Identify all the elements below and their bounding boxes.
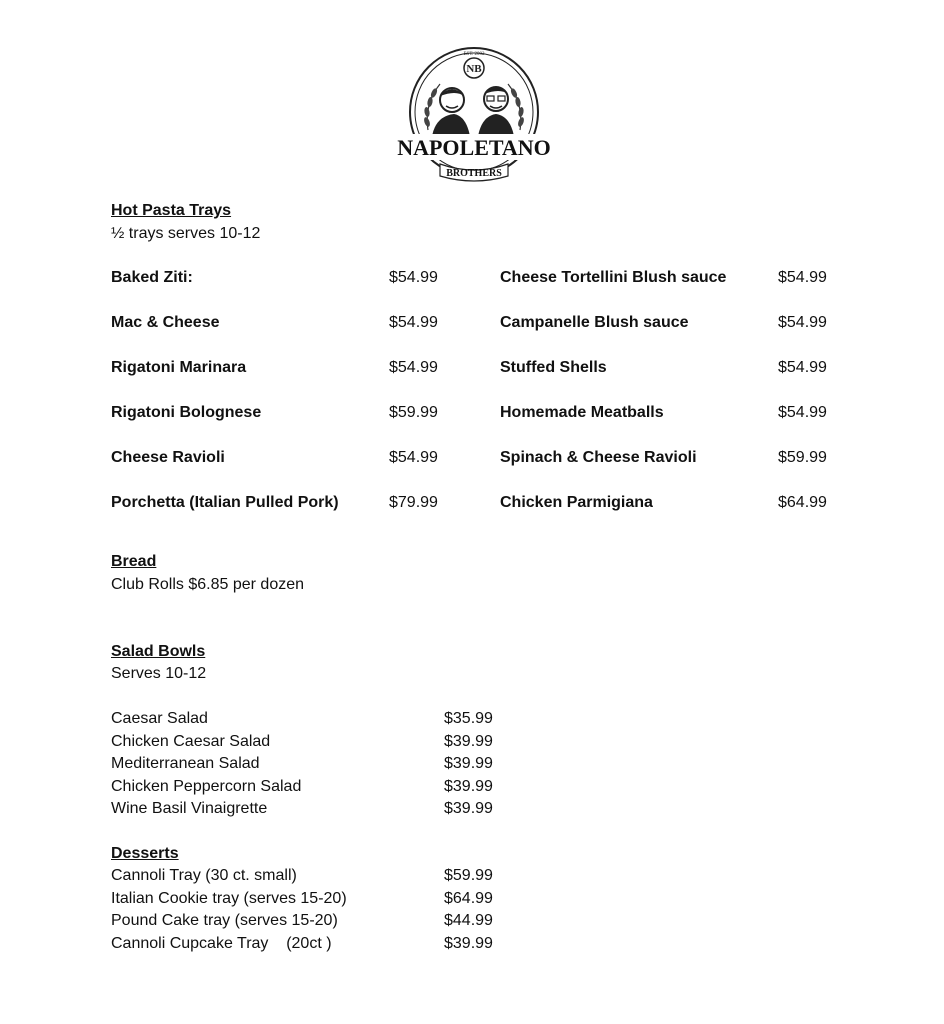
menu-item-price: $54.99	[389, 359, 438, 376]
salad-item-name: Caesar Salad	[111, 710, 208, 727]
salad-item-name: Wine Basil Vinaigrette	[111, 800, 268, 817]
menu-item-price: $79.99	[389, 494, 438, 511]
svg-text:EST. 2002: EST. 2002	[463, 52, 485, 57]
menu-item-name: Homemade Meatballs	[500, 404, 664, 421]
menu-item-price: $54.99	[778, 314, 827, 331]
svg-text:NB: NB	[466, 63, 482, 75]
pasta-subtitle: ½ trays serves 10-12	[111, 225, 261, 242]
bread-line: Club Rolls $6.85 per dozen	[111, 576, 305, 593]
salad-item-price: $39.99	[444, 778, 493, 795]
desserts-heading: Desserts	[111, 845, 179, 862]
dessert-item-price: $39.99	[444, 935, 493, 952]
menu-item-name: Cheese Tortellini Blush sauce	[500, 269, 727, 286]
menu-item-name: Campanelle Blush sauce	[500, 314, 689, 331]
menu-item-name: Spinach & Cheese Ravioli	[500, 449, 697, 466]
menu-item-name: Cheese Ravioli	[111, 449, 225, 466]
menu-item-price: $59.99	[778, 449, 827, 466]
menu-item-name: Stuffed Shells	[500, 359, 607, 376]
menu-item-price: $64.99	[778, 494, 827, 511]
pasta-heading: Hot Pasta Trays	[111, 202, 232, 219]
menu-item-name: Baked Ziti:	[111, 269, 193, 286]
napoletano-brothers-logo	[396, 44, 552, 190]
bread-heading: Bread	[111, 553, 157, 570]
dessert-item-price: $64.99	[444, 890, 493, 907]
dessert-item-price: $59.99	[444, 867, 493, 884]
menu-item-price: $54.99	[389, 314, 438, 331]
menu-item-name: Rigatoni Bolognese	[111, 404, 262, 421]
dessert-item-price: $44.99	[444, 912, 493, 929]
menu-item-price: $59.99	[389, 404, 438, 421]
menu-item-name: Chicken Parmigiana	[500, 494, 653, 511]
salad-item-name: Chicken Peppercorn Salad	[111, 778, 302, 795]
salad-item-name: Mediterranean Salad	[111, 755, 260, 772]
menu-item-price: $54.99	[389, 269, 438, 286]
menu-item-name: Porchetta (Italian Pulled Pork)	[111, 494, 339, 511]
menu-item-price: $54.99	[389, 449, 438, 466]
salad-item-price: $39.99	[444, 733, 493, 750]
menu-item-price: $54.99	[778, 269, 827, 286]
salad-item-name: Chicken Caesar Salad	[111, 733, 271, 750]
salad-item-price: $35.99	[444, 710, 493, 727]
logo-sub: BROTHERS	[446, 168, 502, 179]
salad-subtitle: Serves 10-12	[111, 665, 207, 682]
brothers-illustration	[432, 87, 514, 136]
salad-heading: Salad Bowls	[111, 643, 206, 660]
dessert-item-name: Pound Cake tray (serves 15-20)	[111, 912, 338, 929]
logo-name: NAPOLETANO	[397, 135, 551, 160]
salad-item-price: $39.99	[444, 800, 493, 817]
dessert-item-name: Cannoli Tray (30 ct. small)	[111, 867, 297, 884]
salad-item-price: $39.99	[444, 755, 493, 772]
menu-item-price: $54.99	[778, 404, 827, 421]
dessert-item-name: Italian Cookie tray (serves 15-20)	[111, 890, 347, 907]
dessert-item-name: Cannoli Cupcake Tray (20ct )	[111, 935, 332, 952]
menu-item-name: Mac & Cheese	[111, 314, 220, 331]
menu-item-name: Rigatoni Marinara	[111, 359, 247, 376]
menu-item-price: $54.99	[778, 359, 827, 376]
